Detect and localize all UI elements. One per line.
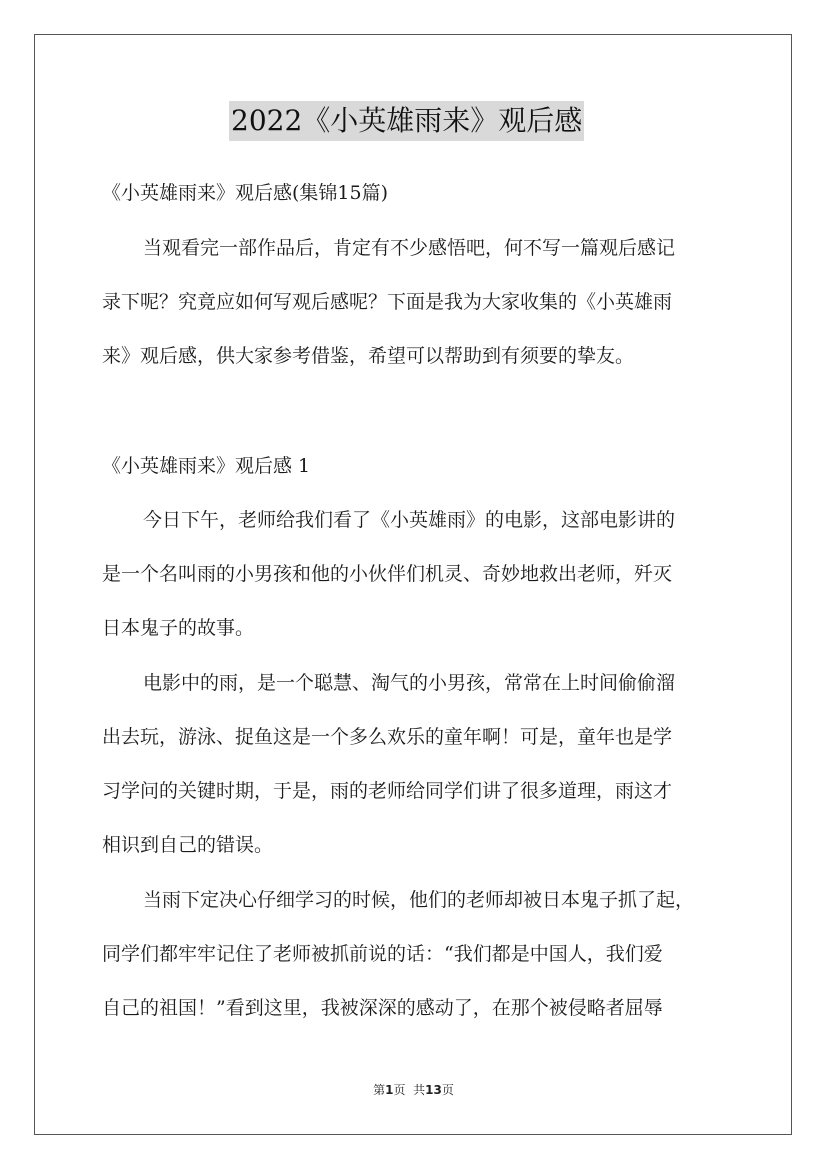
body-line: 日本鬼子的故事。 bbox=[102, 617, 255, 639]
page-footer bbox=[0, 1081, 827, 1098]
body-line: 出去玩，游泳、捉鱼这是一个多么欢乐的童年啊！可是，童年也是学 bbox=[102, 726, 673, 748]
body-line: 电影中的雨，是一个聪慧、淘气的小男孩，常常在上时间偷偷溜 bbox=[143, 672, 676, 694]
body-line: 今日下午，老师给我们看了《小英雄雨》的电影，这部电影讲的 bbox=[143, 509, 676, 531]
footer-mid: 页 共 bbox=[393, 1083, 426, 1097]
section-heading: 《小英雄雨来》观后感 1 bbox=[102, 455, 311, 477]
document-title: 2022《小英雄雨来》观后感 bbox=[229, 101, 584, 141]
footer-current-page: 1 bbox=[385, 1083, 394, 1097]
body-line: 相识到自己的错误。 bbox=[102, 834, 274, 856]
body-line: 同学们都牢牢记住了老师被抓前说的话：“我们都是中国人，我们爱 bbox=[102, 943, 663, 965]
body-line: 自己的祖国！”看到这里，我被深深的感动了，在那个被侵略者屈辱 bbox=[102, 997, 663, 1019]
body-line: 当雨下定决心仔细学习的时候，他们的老师却被日本鬼子抓了起， bbox=[143, 889, 695, 911]
body-line: 是一个名叫雨的小男孩和他的小伙伴们机灵、奇妙地救出老师，歼灭 bbox=[102, 563, 673, 585]
body-line: 来》观后感，供大家参考借鉴，希望可以帮助到有须要的挚友。 bbox=[102, 345, 635, 367]
subtitle-line: 《小英雄雨来》观后感(集锦15篇) bbox=[102, 182, 389, 204]
body-line: 习学问的关键时期，于是，雨的老师给同学们讲了很多道理，雨这才 bbox=[102, 780, 673, 802]
body-line: 当观看完一部作品后，肯定有不少感悟吧，何不写一篇观后感记 bbox=[143, 237, 676, 259]
body-line: 录下呢？究竟应如何写观后感呢？下面是我为大家收集的《小英雄雨 bbox=[102, 291, 673, 313]
footer-total-pages: 13 bbox=[425, 1083, 442, 1097]
footer-prefix: 第 bbox=[373, 1083, 386, 1097]
footer-suffix: 页 bbox=[441, 1083, 454, 1097]
